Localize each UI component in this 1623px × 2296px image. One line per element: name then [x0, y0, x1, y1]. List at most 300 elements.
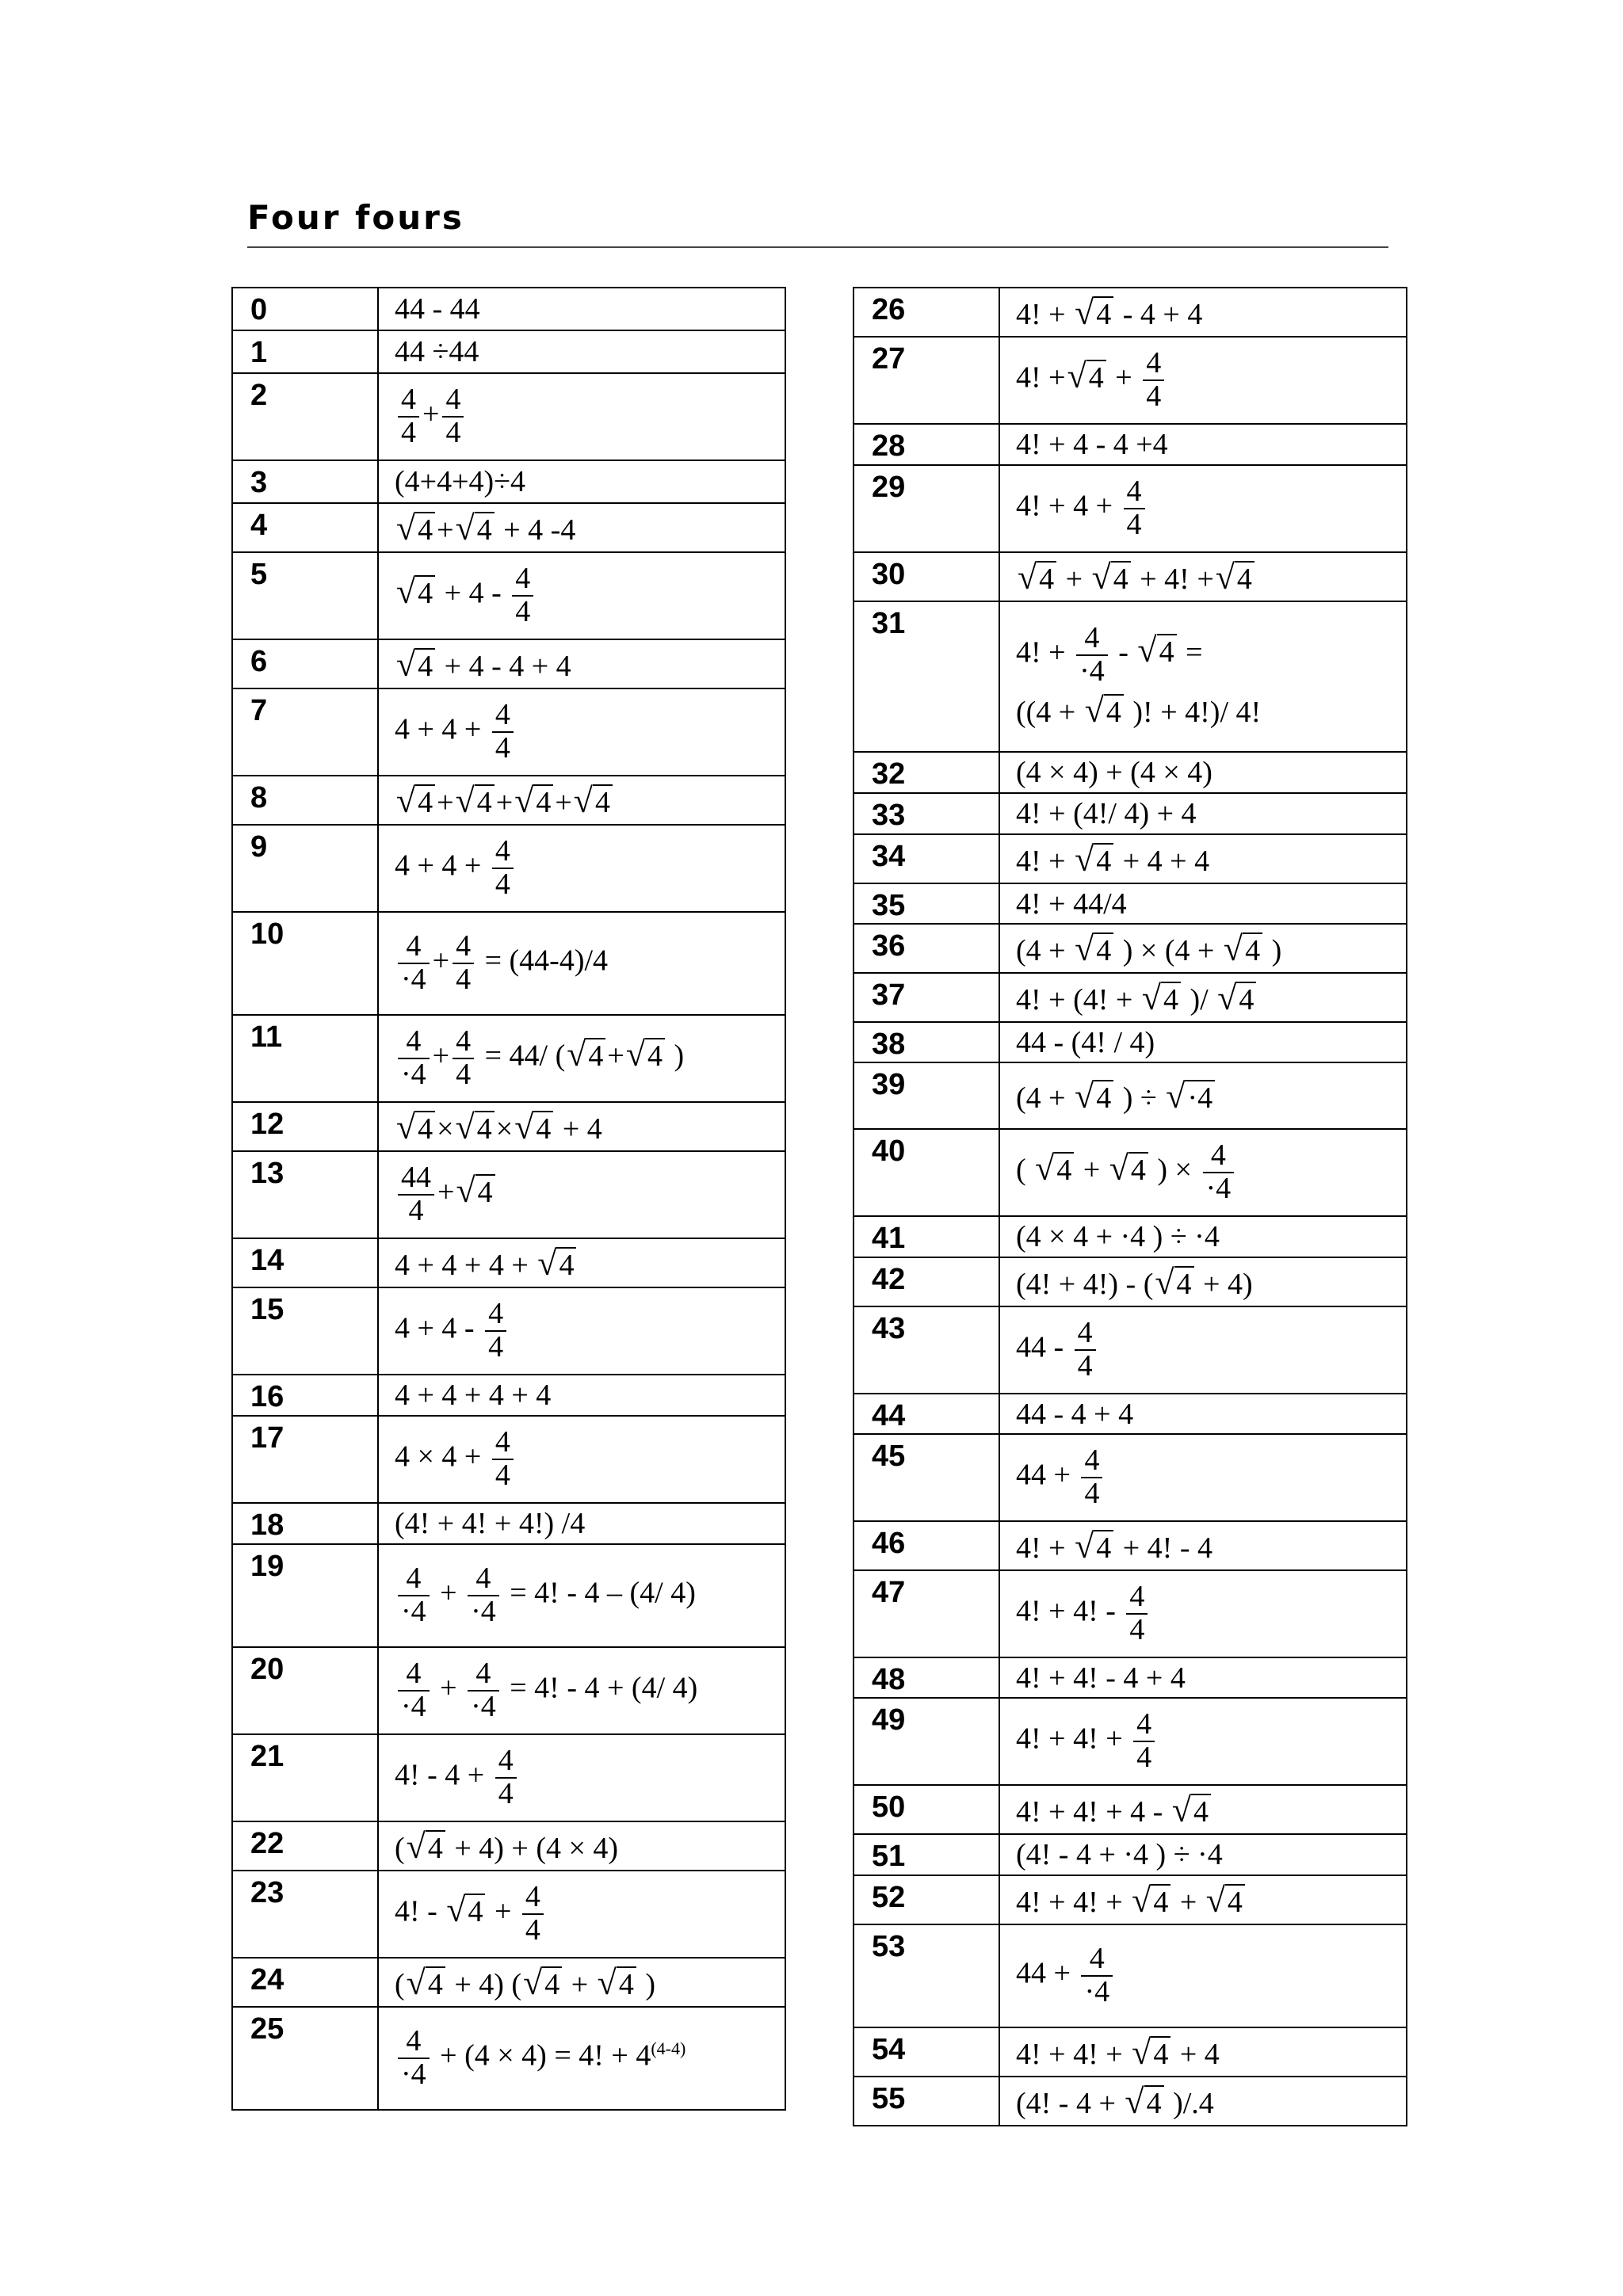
row-number: 1	[232, 330, 378, 373]
radical-sign: √	[456, 1170, 475, 1210]
row-expression	[378, 1375, 785, 1416]
row-number: 40	[854, 1129, 999, 1216]
row-number: 18	[232, 1503, 378, 1544]
radical-sign: √	[455, 1107, 475, 1146]
table-row	[854, 465, 1407, 552]
row-expression	[378, 1102, 785, 1151]
table-row	[854, 1834, 1407, 1875]
square-root	[514, 780, 553, 820]
fraction-denominator: 4	[453, 963, 474, 996]
table-row	[854, 601, 1407, 752]
row-expression	[999, 465, 1407, 552]
radicand: 4	[415, 648, 435, 683]
row-number: 15	[232, 1287, 378, 1375]
square-root	[1215, 557, 1254, 597]
fraction-denominator: ·4	[1081, 1975, 1113, 2008]
fraction-numerator: 4	[1126, 475, 1142, 509]
radicand: 4	[586, 1038, 605, 1073]
row-number: 55	[854, 2077, 999, 2126]
radicand: 4	[1243, 933, 1262, 967]
row-expression	[999, 752, 1407, 793]
fraction-denominator: 4	[453, 1058, 474, 1091]
radicand: 4	[1111, 561, 1131, 596]
row-number: 11	[232, 1015, 378, 1102]
row-expression	[999, 834, 1407, 883]
expr-text: + (4 × 4) = 4! + 4	[432, 2039, 651, 2073]
expr-text: + 4 - 4 + 4	[437, 649, 571, 683]
table-row	[232, 639, 785, 688]
square-root	[1141, 978, 1181, 1017]
fraction-numerator: 4	[1146, 346, 1162, 380]
fraction-denominator: ·4	[398, 1595, 430, 1628]
fraction-denominator: 4	[522, 1913, 544, 1947]
expr-text: (4 +	[1016, 933, 1074, 967]
fraction-numerator: 4	[1077, 1316, 1093, 1350]
row-number: 4	[232, 503, 378, 552]
radicand: 4	[1151, 2036, 1170, 2071]
fraction-numerator: 4	[456, 929, 472, 963]
expr-text: 4 + 4 + 4 + 4	[395, 1379, 552, 1412]
table-row	[232, 1544, 785, 1647]
radicand: 4	[617, 1966, 636, 2001]
radicand: 4	[475, 1174, 495, 1209]
table-row	[232, 288, 785, 330]
row-expression	[999, 1698, 1407, 1785]
fraction-denominator: 4	[1075, 1349, 1096, 1383]
row-expression	[378, 1416, 785, 1503]
radical-sign: √	[1171, 1790, 1191, 1829]
radical-sign: √	[1075, 929, 1094, 968]
radicand: 4	[1161, 982, 1181, 1016]
row-expression	[378, 2007, 785, 2110]
row-expression	[999, 1306, 1407, 1394]
expr-text: 4! - 4 +	[395, 1758, 492, 1792]
radical-sign: √	[1075, 1526, 1094, 1566]
radicand: 4	[593, 784, 613, 819]
radicand: 4	[426, 1830, 445, 1865]
table-row	[232, 1015, 785, 1102]
page-title: Four fours	[247, 198, 464, 237]
square-root	[1075, 1076, 1113, 1116]
row-number: 44	[854, 1394, 999, 1434]
row-expression	[999, 337, 1407, 424]
radical-sign: √	[597, 1962, 617, 2002]
expr-text: = 44/ (	[477, 1039, 566, 1073]
radical-sign: √	[455, 508, 475, 547]
radical-sign: √	[1223, 929, 1243, 968]
expr-text: ×	[437, 1112, 454, 1146]
fraction	[398, 384, 419, 449]
table-row	[232, 1734, 785, 1821]
row-number: 38	[854, 1022, 999, 1062]
row-expression	[378, 1015, 785, 1102]
fraction-numerator: 4	[495, 698, 510, 732]
fraction-numerator: 4	[406, 2024, 422, 2058]
radicand: 4	[415, 784, 435, 819]
table-row	[232, 1503, 785, 1544]
expr-text: 4! +	[1016, 360, 1066, 395]
row-expression	[378, 552, 785, 639]
radical-sign: √	[446, 1890, 466, 1929]
square-root	[514, 1107, 553, 1146]
fraction	[1126, 1581, 1148, 1646]
expr-text: )	[1264, 933, 1282, 967]
expr-text: ) ×	[1149, 1153, 1200, 1187]
fraction-numerator: 4	[495, 1425, 510, 1459]
radical-sign: √	[396, 644, 416, 684]
fraction-denominator: 4	[485, 1330, 506, 1363]
square-root	[455, 1107, 495, 1146]
row-number: 31	[854, 601, 999, 752]
table-row	[232, 552, 785, 639]
row-number: 5	[232, 552, 378, 639]
square-root	[406, 1826, 445, 1866]
row-number: 8	[232, 776, 378, 825]
expr-text: 44 -	[1016, 1330, 1071, 1364]
table-row	[232, 1375, 785, 1416]
fraction-numerator: 4	[406, 929, 422, 963]
expression-line	[1016, 620, 1406, 688]
row-number: 27	[854, 337, 999, 424]
fraction-denominator: 4	[398, 416, 419, 449]
expr-text: 44 ÷44	[395, 335, 479, 368]
radicand: 4	[465, 1894, 485, 1928]
fraction-denominator: 4	[1081, 1477, 1102, 1510]
fraction-numerator: 4	[1129, 1580, 1145, 1614]
radicand: 4	[415, 1111, 435, 1146]
expr-text: 4! + 4! +	[1016, 2037, 1131, 2071]
table-row	[854, 1394, 1407, 1434]
row-number: 45	[854, 1434, 999, 1521]
square-root	[597, 1962, 636, 2002]
fraction-numerator: 4	[515, 562, 531, 596]
row-expression	[378, 288, 785, 330]
table-row	[232, 2007, 785, 2110]
radicand: 4	[1235, 561, 1254, 596]
radical-sign: √	[567, 1034, 586, 1074]
fraction	[398, 2026, 430, 2091]
row-number: 53	[854, 1924, 999, 2027]
radical-sign: √	[1075, 1076, 1094, 1116]
radical-sign: √	[514, 780, 534, 820]
expr-text: =	[1178, 635, 1203, 669]
fraction	[468, 1563, 499, 1628]
row-expression	[999, 1570, 1407, 1657]
expr-text: ) ÷	[1115, 1081, 1165, 1115]
row-number: 47	[854, 1570, 999, 1657]
table-row	[854, 1875, 1407, 1924]
row-number: 22	[232, 1821, 378, 1871]
fraction	[398, 931, 430, 996]
row-expression	[378, 1958, 785, 2007]
square-root	[455, 780, 495, 820]
radical-sign: √	[573, 780, 593, 820]
expr-text: +	[607, 1039, 624, 1073]
expr-text: - 4 + 4	[1115, 297, 1203, 331]
table-row	[854, 793, 1407, 834]
expr-text: +	[437, 785, 454, 819]
radical-sign: √	[1141, 978, 1161, 1017]
radical-sign: √	[514, 1107, 534, 1146]
fraction-numerator: 4	[1084, 1444, 1100, 1478]
fraction	[468, 1658, 499, 1723]
square-root	[446, 1890, 485, 1929]
row-expression	[378, 912, 785, 1015]
row-number: 7	[232, 688, 378, 776]
fraction-denominator: ·4	[468, 1595, 499, 1628]
fraction	[492, 836, 514, 901]
expr-text: (4+4+4)÷4	[395, 465, 526, 498]
expr-text: 4 × 4 +	[395, 1440, 489, 1474]
row-number: 14	[232, 1238, 378, 1287]
fraction	[398, 1658, 430, 1723]
fraction-numerator: 4	[475, 1562, 491, 1596]
row-number: 21	[232, 1734, 378, 1821]
square-root	[1171, 1790, 1211, 1829]
expr-text: (	[395, 1967, 405, 2001]
row-number: 29	[854, 465, 999, 552]
fraction	[442, 384, 464, 449]
fraction	[398, 1563, 430, 1628]
expr-text: 4! +	[1016, 297, 1074, 331]
table-row	[232, 1287, 785, 1375]
row-expression	[999, 973, 1407, 1022]
table-row	[232, 912, 785, 1015]
table-row	[232, 1151, 785, 1238]
square-root	[1223, 929, 1262, 968]
expr-text: 4 + 4 -	[395, 1311, 483, 1345]
row-expression	[999, 1657, 1407, 1698]
expr-text: ×	[495, 1112, 514, 1146]
square-root	[523, 1962, 562, 2002]
row-expression	[378, 688, 785, 776]
row-number: 0	[232, 288, 378, 330]
fraction-numerator: 4	[1136, 1707, 1152, 1741]
row-number: 34	[854, 834, 999, 883]
fraction-denominator: ·4	[1076, 654, 1108, 688]
radicand: 4	[533, 1111, 553, 1146]
expr-text: +	[487, 1894, 519, 1928]
expr-text: +	[432, 944, 450, 978]
fraction-numerator: 4	[495, 834, 510, 868]
square-root	[1166, 1076, 1215, 1116]
fraction-numerator: 4	[401, 383, 416, 417]
fraction	[1124, 476, 1145, 541]
radical-sign: √	[537, 1243, 557, 1283]
expr-text: )! + 4!)/ 4!	[1125, 696, 1262, 730]
row-expression	[999, 1129, 1407, 1216]
radical-sign: √	[1125, 2081, 1144, 2121]
table-row	[854, 552, 1407, 601]
square-root	[537, 1243, 576, 1283]
fraction-denominator: ·4	[398, 1058, 430, 1091]
expr-text: 4! + 4! - 4 + 4	[1016, 1661, 1186, 1695]
radicand: 4	[415, 575, 435, 610]
expr-text: 4! +	[1016, 844, 1074, 878]
fraction-denominator: 4	[1124, 508, 1145, 541]
square-root	[573, 780, 613, 820]
row-expression	[378, 1734, 785, 1821]
square-root	[396, 1107, 435, 1146]
radical-sign: √	[396, 508, 416, 547]
expr-text: (4 × 4) + (4 × 4)	[1016, 756, 1212, 789]
radical-sign: √	[1067, 356, 1086, 395]
radical-sign: √	[455, 780, 475, 820]
expr-text: (4! - 4 +	[1016, 2086, 1124, 2120]
square-root	[396, 508, 435, 547]
expr-text: 44 +	[1016, 1458, 1079, 1492]
title-rule	[247, 246, 1388, 248]
fraction-numerator: 4	[445, 383, 461, 417]
radical-sign: √	[1018, 557, 1037, 597]
fraction-denominator: ·4	[398, 963, 430, 996]
radicand: 4	[1094, 1530, 1113, 1565]
expr-text: )/.4	[1165, 2086, 1214, 2120]
fraction	[512, 563, 533, 628]
table-row	[232, 373, 785, 460]
row-expression	[378, 1503, 785, 1544]
expr-text: -	[1110, 635, 1136, 669]
expr-text: +	[495, 785, 514, 819]
expr-text: 4! + 4! + 4 -	[1016, 1794, 1170, 1829]
fraction	[1203, 1140, 1235, 1205]
radicand: 4	[1236, 982, 1256, 1016]
radical-sign: √	[625, 1034, 645, 1074]
table-row	[854, 337, 1407, 424]
fraction-denominator: 4	[1143, 379, 1164, 413]
radicand: 4	[1094, 296, 1113, 331]
row-expression	[999, 793, 1407, 834]
radicand: 4	[426, 1966, 445, 2001]
row-expression	[378, 330, 785, 373]
row-expression	[999, 552, 1407, 601]
row-expression	[999, 1875, 1407, 1924]
expr-text: +	[563, 1967, 596, 2001]
expr-text: (	[1016, 1153, 1034, 1187]
table-row	[232, 1238, 785, 1287]
expr-text: 4! -	[395, 1894, 445, 1928]
table-row	[854, 924, 1407, 973]
row-number: 35	[854, 883, 999, 924]
radicand: 4	[475, 1111, 495, 1146]
expr-text: +	[555, 785, 572, 819]
row-expression	[999, 1216, 1407, 1257]
expr-text: 44 - 4 + 4	[1016, 1397, 1134, 1431]
radical-sign: √	[1075, 292, 1094, 332]
fraction	[398, 1162, 434, 1227]
row-expression	[378, 503, 785, 552]
square-root	[1075, 1526, 1113, 1566]
fraction-denominator: ·4	[1203, 1172, 1235, 1205]
expr-text: +	[437, 513, 454, 547]
fraction-numerator: 4	[488, 1297, 504, 1331]
row-expression	[999, 1785, 1407, 1834]
row-number: 26	[854, 288, 999, 337]
expr-text: (4! + 4! + 4!) /4	[395, 1507, 586, 1540]
fraction	[522, 1882, 544, 1947]
expr-text: )	[666, 1039, 685, 1073]
fraction-denominator: ·4	[468, 1690, 499, 1723]
radicand: 4	[1054, 1152, 1074, 1187]
expr-text: 4 + 4 +	[395, 712, 489, 746]
square-root	[1075, 929, 1113, 968]
radical-sign: √	[1205, 1880, 1225, 1920]
row-expression	[378, 825, 785, 912]
fraction	[453, 931, 474, 996]
row-number: 12	[232, 1102, 378, 1151]
expr-text: + 4 -4	[495, 513, 576, 547]
fraction-numerator: 4	[475, 1657, 491, 1691]
exponent: (4-4)	[651, 2039, 686, 2059]
row-expression	[999, 601, 1407, 752]
radical-sign: √	[396, 1107, 416, 1146]
square-root	[1155, 1262, 1193, 1302]
row-expression	[378, 1287, 785, 1375]
table-row	[854, 752, 1407, 793]
fraction-denominator: 4	[512, 595, 533, 628]
row-expression	[999, 1394, 1407, 1434]
radical-sign: √	[1217, 978, 1237, 1017]
radicand: 4	[1151, 1884, 1170, 1919]
fraction-numerator: 4	[1210, 1138, 1226, 1173]
expr-text: 4! + 4 +	[1016, 489, 1121, 523]
table-row	[854, 1129, 1407, 1216]
radicand: 4	[542, 1966, 562, 2001]
radical-sign: √	[1215, 557, 1235, 597]
radicand: 4	[1094, 843, 1113, 878]
fraction	[1075, 1318, 1096, 1383]
fraction-denominator: ·4	[398, 2058, 430, 2091]
expr-text: + 4	[555, 1112, 602, 1146]
fraction-denominator: 4	[442, 416, 464, 449]
radicand: 4	[1191, 1794, 1211, 1829]
fraction	[453, 1026, 474, 1091]
radical-sign: √	[396, 571, 416, 611]
table-row	[232, 503, 785, 552]
row-expression	[999, 1434, 1407, 1521]
row-expression	[999, 1022, 1407, 1062]
radicand: 4	[1086, 360, 1106, 395]
table-row	[232, 776, 785, 825]
expr-text: = 4! - 4 + (4/ 4)	[502, 1671, 698, 1705]
row-number: 13	[232, 1151, 378, 1238]
square-root	[625, 1034, 665, 1074]
radicand: 4	[1157, 634, 1177, 669]
row-number: 39	[854, 1062, 999, 1129]
expr-text: (4! + 4!) - (	[1016, 1267, 1154, 1301]
radicand: 4	[475, 512, 495, 547]
row-number: 16	[232, 1375, 378, 1416]
fraction-numerator: 4	[406, 1024, 422, 1058]
radicand: 4	[556, 1247, 576, 1282]
expr-text: 4 + 4 + 4 +	[395, 1248, 537, 1282]
square-root	[455, 508, 495, 547]
expr-text: + 4 + 4	[1115, 844, 1210, 878]
row-expression	[378, 1871, 785, 1958]
row-number: 6	[232, 639, 378, 688]
row-number: 20	[232, 1647, 378, 1734]
row-number: 50	[854, 1785, 999, 1834]
table-row	[854, 1062, 1407, 1129]
expr-text: +	[1058, 562, 1090, 596]
radicand: 4	[1225, 1884, 1245, 1919]
radicand: ·4	[1185, 1080, 1215, 1115]
row-expression	[999, 1834, 1407, 1875]
row-expression	[999, 924, 1407, 973]
fraction-numerator: 4	[456, 1024, 472, 1058]
radical-sign: √	[1137, 631, 1157, 670]
table-row	[854, 424, 1407, 465]
